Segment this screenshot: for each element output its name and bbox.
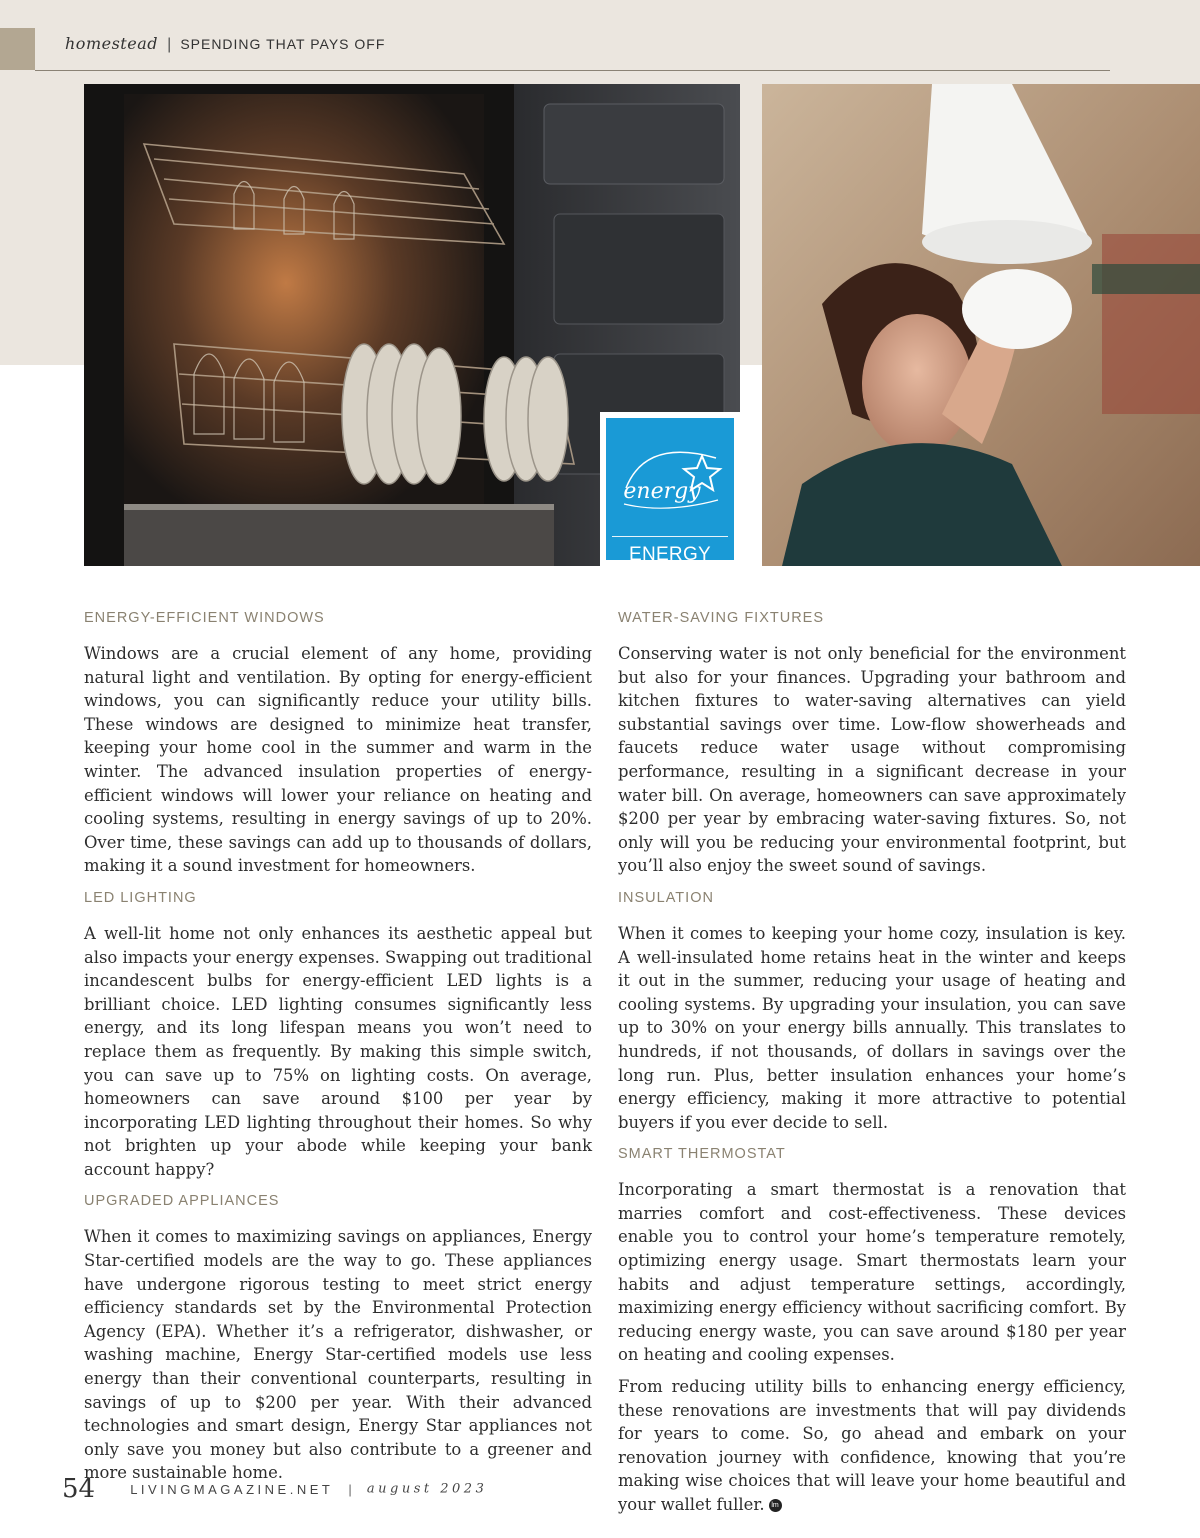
paragraph-conclusion <box>618 1375 1126 1517</box>
conclusion-text: From reducing utility bills to enhancing energy efficiency, these renovations are investments that will pay dividends for years to come. So, go ahead and embark on your renovation journey with confidence, knowing that you’re making wise choices that will leave your home beautiful and your wallet fuller. <box>618 1377 1126 1514</box>
subheading-insulation: INSULATION <box>618 889 714 906</box>
lightbulb-photo <box>762 84 1200 566</box>
energy-star-badge <box>606 418 734 587</box>
subheading-appliances: UPGRADED APPLIANCES <box>84 1193 280 1210</box>
footer-issue-date: august 2023 <box>366 1481 488 1497</box>
energy-star-divider <box>612 536 728 537</box>
paragraph-smart-thermostat: Incorporating a smart thermostat is a renovation that marries comfort and cost-effectiveness. These devices enable you to control your home’s temperature remotely, optimizing energy usage. Smart thermostats learn your habits and adjust temperature settings, accordingly, maximizing energy efficiency without sacrificing comfort. By reducing energy waste, you can save around $180 per year on heating and cooling expenses. <box>618 1180 1126 1365</box>
subheading-water-fixtures: WATER-SAVING FIXTURES <box>618 610 825 626</box>
energy-star-logo <box>600 412 740 587</box>
page-footer <box>62 1474 487 1504</box>
paragraph-water-fixtures: Conserving water is not only beneficial for the environment but also for your finances. Upgrading your bathroom and kitchen fixtures to water-saving alternatives can yield substantial savings over time. Low-flow showerheads and faucets reduce water usage without compromising performance, resulting in a significant decrease in your water bill. On average, homeowners can save approximately $200 per year by embracing water-saving fixtures. So, not only will you be reducing your environmental footprint, but you’ll also enjoy the sweet sound of savings. <box>618 644 1126 876</box>
energy-star-script: energy <box>623 479 701 504</box>
header-section-title: SPENDING THAT PAYS OFF <box>180 36 386 52</box>
subheading-windows: ENERGY-EFFICIENT WINDOWS <box>84 610 325 626</box>
paragraph-appliances: When it comes to maximizing savings on appliances, Energy Star-certified models are the way to go. These appliances have undergone rigorous testing to meet strict energy efficiency standards set by the Environmental Protection Agency (EPA). Whether it’s a refrigerator, dishwasher, or washing machine, Energy Star-certified models use less energy than their conventional counterparts, resulting in savings of up to $200 per year. With their advanced technologies and smart design, Energy Star appliances not only save you money but also contribute to a greener and more sustainable home. <box>84 1227 592 1483</box>
footer-separator: | <box>348 1481 352 1497</box>
energy-star-icon <box>606 418 734 536</box>
section-tab-marker <box>0 28 35 70</box>
end-mark-icon: lm <box>769 1499 782 1512</box>
subheading-smart-thermostat: SMART THERMOSTAT <box>618 1146 786 1163</box>
header-rule <box>35 70 1110 71</box>
page-number: 54 <box>62 1474 96 1504</box>
right-column <box>618 606 1126 1525</box>
subheading-led-lighting: LED LIGHTING <box>84 889 197 906</box>
header-brand: homestead <box>65 34 158 53</box>
paragraph-windows: Windows are a crucial element of any home, providing natural light and ventilation. By opting for energy-efficient windows, you can significantly reduce your utility bills. These windows are designed to minimize heat transfer, keeping your home cool in the summer and warm in the winter. The advanced insulation properties of energy-efficient windows will lower your reliance on heating and cooling systems, resulting in energy savings of up to 20%. Over time, these savings can add up to thousands of dollars, making it a sound investment for homeowners. <box>84 644 592 876</box>
running-header <box>65 34 385 54</box>
paragraph-led-lighting: A well-lit home not only enhances its aesthetic appeal but also impacts your energy expenses. Swapping out traditional incandescent bulbs for energy-efficient LED lights is a brilliant choice. LED lighting consumes significantly less energy, and its long lifespan means you won’t need to replace them as frequently. By making this simple switch, you can save up to 75% on lighting costs. On average, homeowners can save around $100 per year by incorporating LED lighting throughout their homes. So why not brighten up your abode while keeping your bank account happy? <box>84 923 592 1179</box>
footer-site: LIVINGMAGAZINE.NET <box>130 1481 334 1497</box>
left-column <box>84 606 592 1493</box>
energy-star-label: ENERGY STAR <box>628 544 712 587</box>
paragraph-insulation: When it comes to keeping your home cozy, insulation is key. A well-insulated home retains heat in the winter and keeps it out in the summer, reducing your usage of heating and cooling systems. By upgrading your insulation, you can save up to 30% on your energy bills annually. This translates to hundreds, if not thousands, of dollars in savings over the long run. Plus, better insulation enhances your home’s energy efficiency, making it more attractive to potential buyers if you ever decide to sell. <box>618 923 1126 1132</box>
header-separator: | <box>167 36 172 53</box>
